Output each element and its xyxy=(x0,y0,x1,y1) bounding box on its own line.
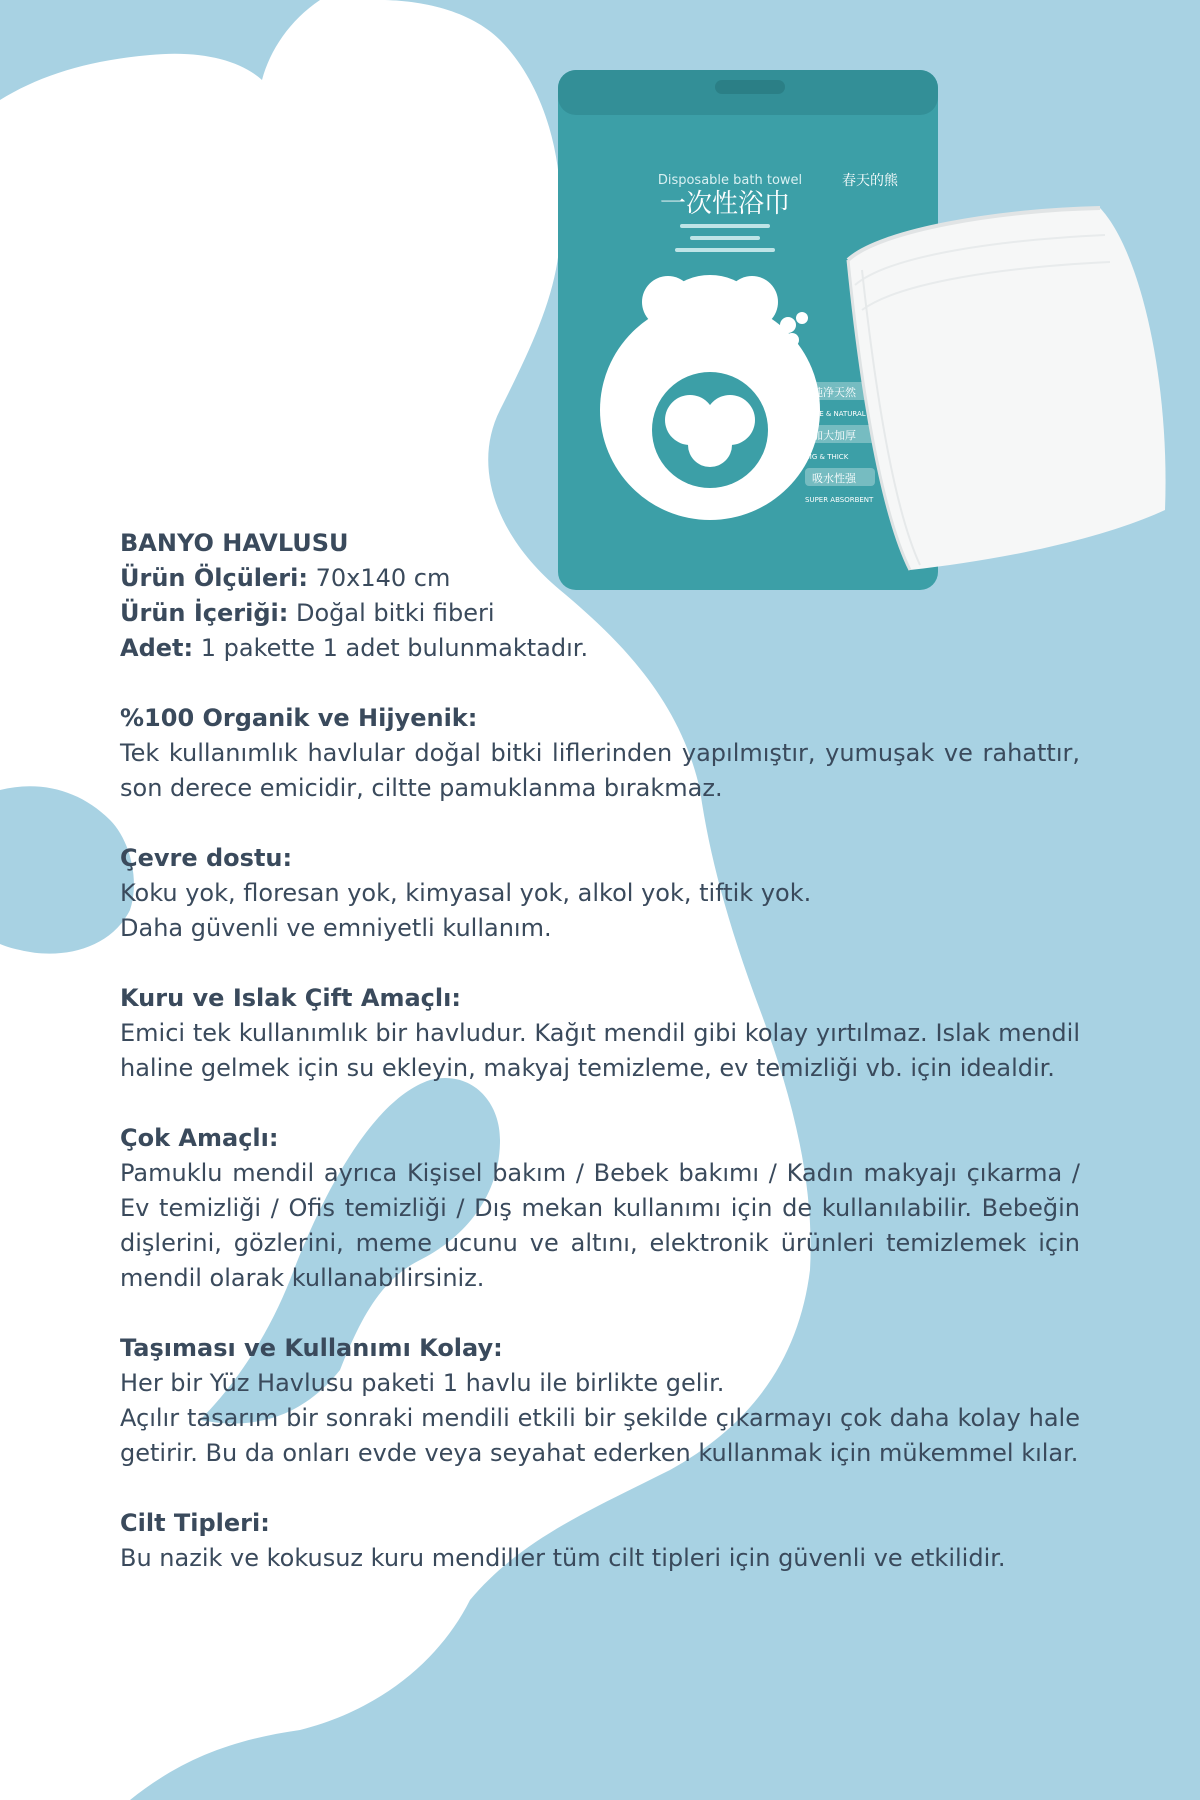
size-label: Ürün Ölçüleri: xyxy=(120,564,308,592)
product-title: BANYO HAVLUSU xyxy=(120,529,349,557)
organic-heading: %100 Organik ve Hijyenik: xyxy=(120,704,478,732)
size-value: 70x140 cm xyxy=(307,564,451,592)
tag1-en: PURE & NATURAL xyxy=(805,410,866,418)
tag2-en: BIG & THICK xyxy=(805,453,849,461)
dual-text: Emici tek kullanımlık bir havludur. Kağıt mendil gibi kolay yırtılmaz. Islak mendil haline gelmek için su ekleyin, makyaj temizleme, ev temizliği vb. için idealdir. xyxy=(120,1019,1080,1082)
count-label: Adet: xyxy=(120,634,194,662)
count-value: 1 pakette 1 adet bulunmaktadır. xyxy=(193,634,589,662)
multi-heading: Çok Amaçlı: xyxy=(120,1124,279,1152)
folded-towel xyxy=(848,208,1166,570)
package-brand: 春天的熊 xyxy=(842,173,898,189)
product-count xyxy=(120,631,1080,666)
tag1-zh: 纯净天然 xyxy=(812,386,856,399)
organic-text: Tek kullanımlık havlular doğal bitki liflerinden yapılmıştır, yumuşak ve rahattır, son derece emicidir, ciltte pamuklanma bırakmaz. xyxy=(120,739,1080,802)
carry-heading: Taşıması ve Kullanımı Kolay: xyxy=(120,1334,503,1362)
skin-heading: Cilt Tipleri: xyxy=(120,1509,270,1537)
package-en-title: Disposable bath towel xyxy=(657,173,803,188)
eco-line1: Koku yok, floresan yok, kimyasal yok, alkol yok, tiftik yok. xyxy=(120,879,812,907)
content-label: Ürün İçeriği: xyxy=(120,599,289,627)
eco-heading: Çevre dostu: xyxy=(120,844,293,872)
carry-text: Açılır tasarım bir sonraki mendili etkili bir şekilde çıkarmayı çok daha kolay hale getirir. Bu da onları evde veya seyahat ederken kullanmak için mükemmel kılar. xyxy=(120,1404,1080,1467)
product-description xyxy=(120,526,1080,1576)
tag3-zh: 吸水性强 xyxy=(812,472,856,485)
tag2-zh: 加大加厚 xyxy=(812,429,856,442)
carry-line1: Her bir Yüz Havlusu paketi 1 havlu ile birlikte gelir. xyxy=(120,1369,725,1397)
content-value: Doğal bitki fiberi xyxy=(288,599,495,627)
dual-heading: Kuru ve Islak Çift Amaçlı: xyxy=(120,984,461,1012)
eco-line2: Daha güvenli ve emniyetli kullanım. xyxy=(120,914,552,942)
skin-text: Bu nazik ve kokusuz kuru mendiller tüm cilt tipleri için güvenli ve etkilidir. xyxy=(120,1544,1006,1572)
product-size xyxy=(120,561,1080,596)
tag3-en: SUPER ABSORBENT xyxy=(805,496,874,504)
multi-text: Pamuklu mendil ayrıca Kişisel bakım / Bebek bakımı / Kadın makyajı çıkarma / Ev temizliği / Ofis temizliği / Dış mekan kullanımı için de kullanılabilir. Bebeğin dişlerini, gözlerini, meme ucunu ve altını, elektronik ürünleri temizlemek için mendil olarak kullanabilirsiniz. xyxy=(120,1159,1080,1292)
package-zh-title: 一次性浴巾 xyxy=(659,189,791,219)
product-content xyxy=(120,596,1080,631)
